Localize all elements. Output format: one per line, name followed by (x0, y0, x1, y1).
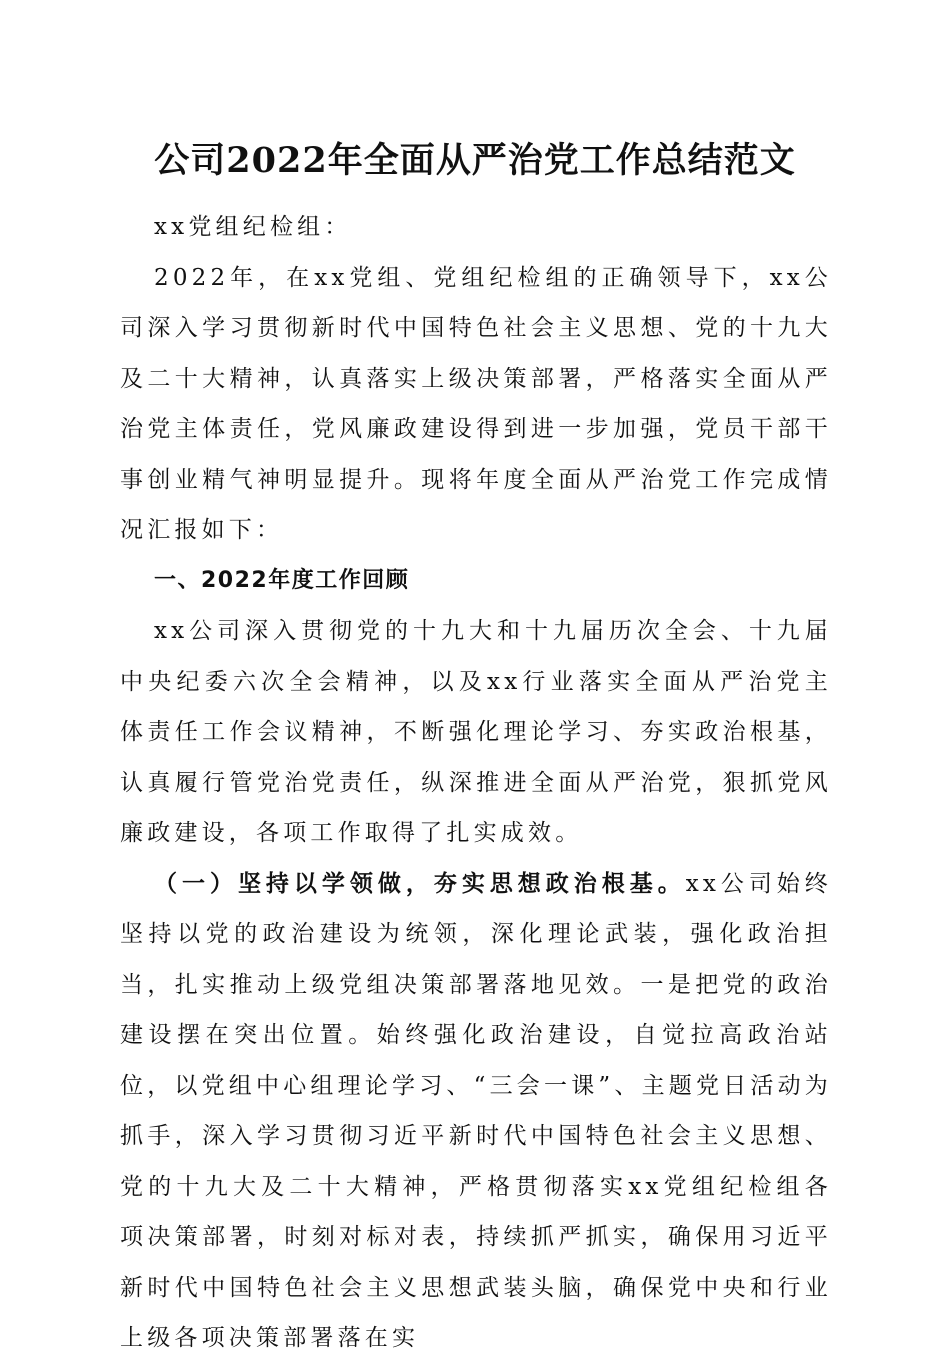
review-paragraph: xx公司深入贯彻党的十九大和十九届历次全会、十九届中央纪委六次全会精神，以及xx行业落实全面从严治党主体责任工作会议精神，不断强化理论学习、夯实政治根基，认真履行管党治党责任，纵深推进全面从严治党，狠抓党风廉政建设，各项工作取得了扎实成效。 (120, 618, 832, 846)
intro-paragraph: 2022年，在xx党组、党组纪检组的正确领导下，xx公司深入学习贯彻新时代中国特色社会主义思想、党的十九大及二十大精神，认真落实上级决策部署，严格落实全面从严治党主体责任，党风廉政建设得到进一步加强，党员干部干事创业精气神明显提升。现将年度全面从严治党工作完成情况汇报如下： (120, 264, 832, 543)
subsection-lead: （一）坚持以学领做，夯实思想政治根基。 (154, 869, 686, 897)
subsection-paragraph (120, 859, 832, 1364)
salutation: xx党组纪检组： (154, 214, 352, 240)
document-title: 公司2022年全面从严治党工作总结范文 (154, 140, 796, 181)
document-body (120, 202, 832, 1364)
section-heading-review: 一、2022年度工作回顾 (154, 567, 410, 593)
subsection-text: xx公司始终坚持以党的政治建设为统领，深化理论武装，强化政治担当，扎实推动上级党组决策部署落地见效。一是把党的政治建设摆在突出位置。始终强化政治建设，自觉拉高政治站位，以党组中心组理论学习、“三会一课”、主题党日活动为抓手，深入学习贯彻习近平新时代中国特色社会主义思想、党的十九大及二十大精神，严格贯彻落实xx党组纪检组各项决策部署，时刻对标对表，持续抓严抓实，确保用习近平新时代中国特色社会主义思想武装头脑，确保党中央和行业上级各项决策部署落在实 (120, 870, 832, 1351)
